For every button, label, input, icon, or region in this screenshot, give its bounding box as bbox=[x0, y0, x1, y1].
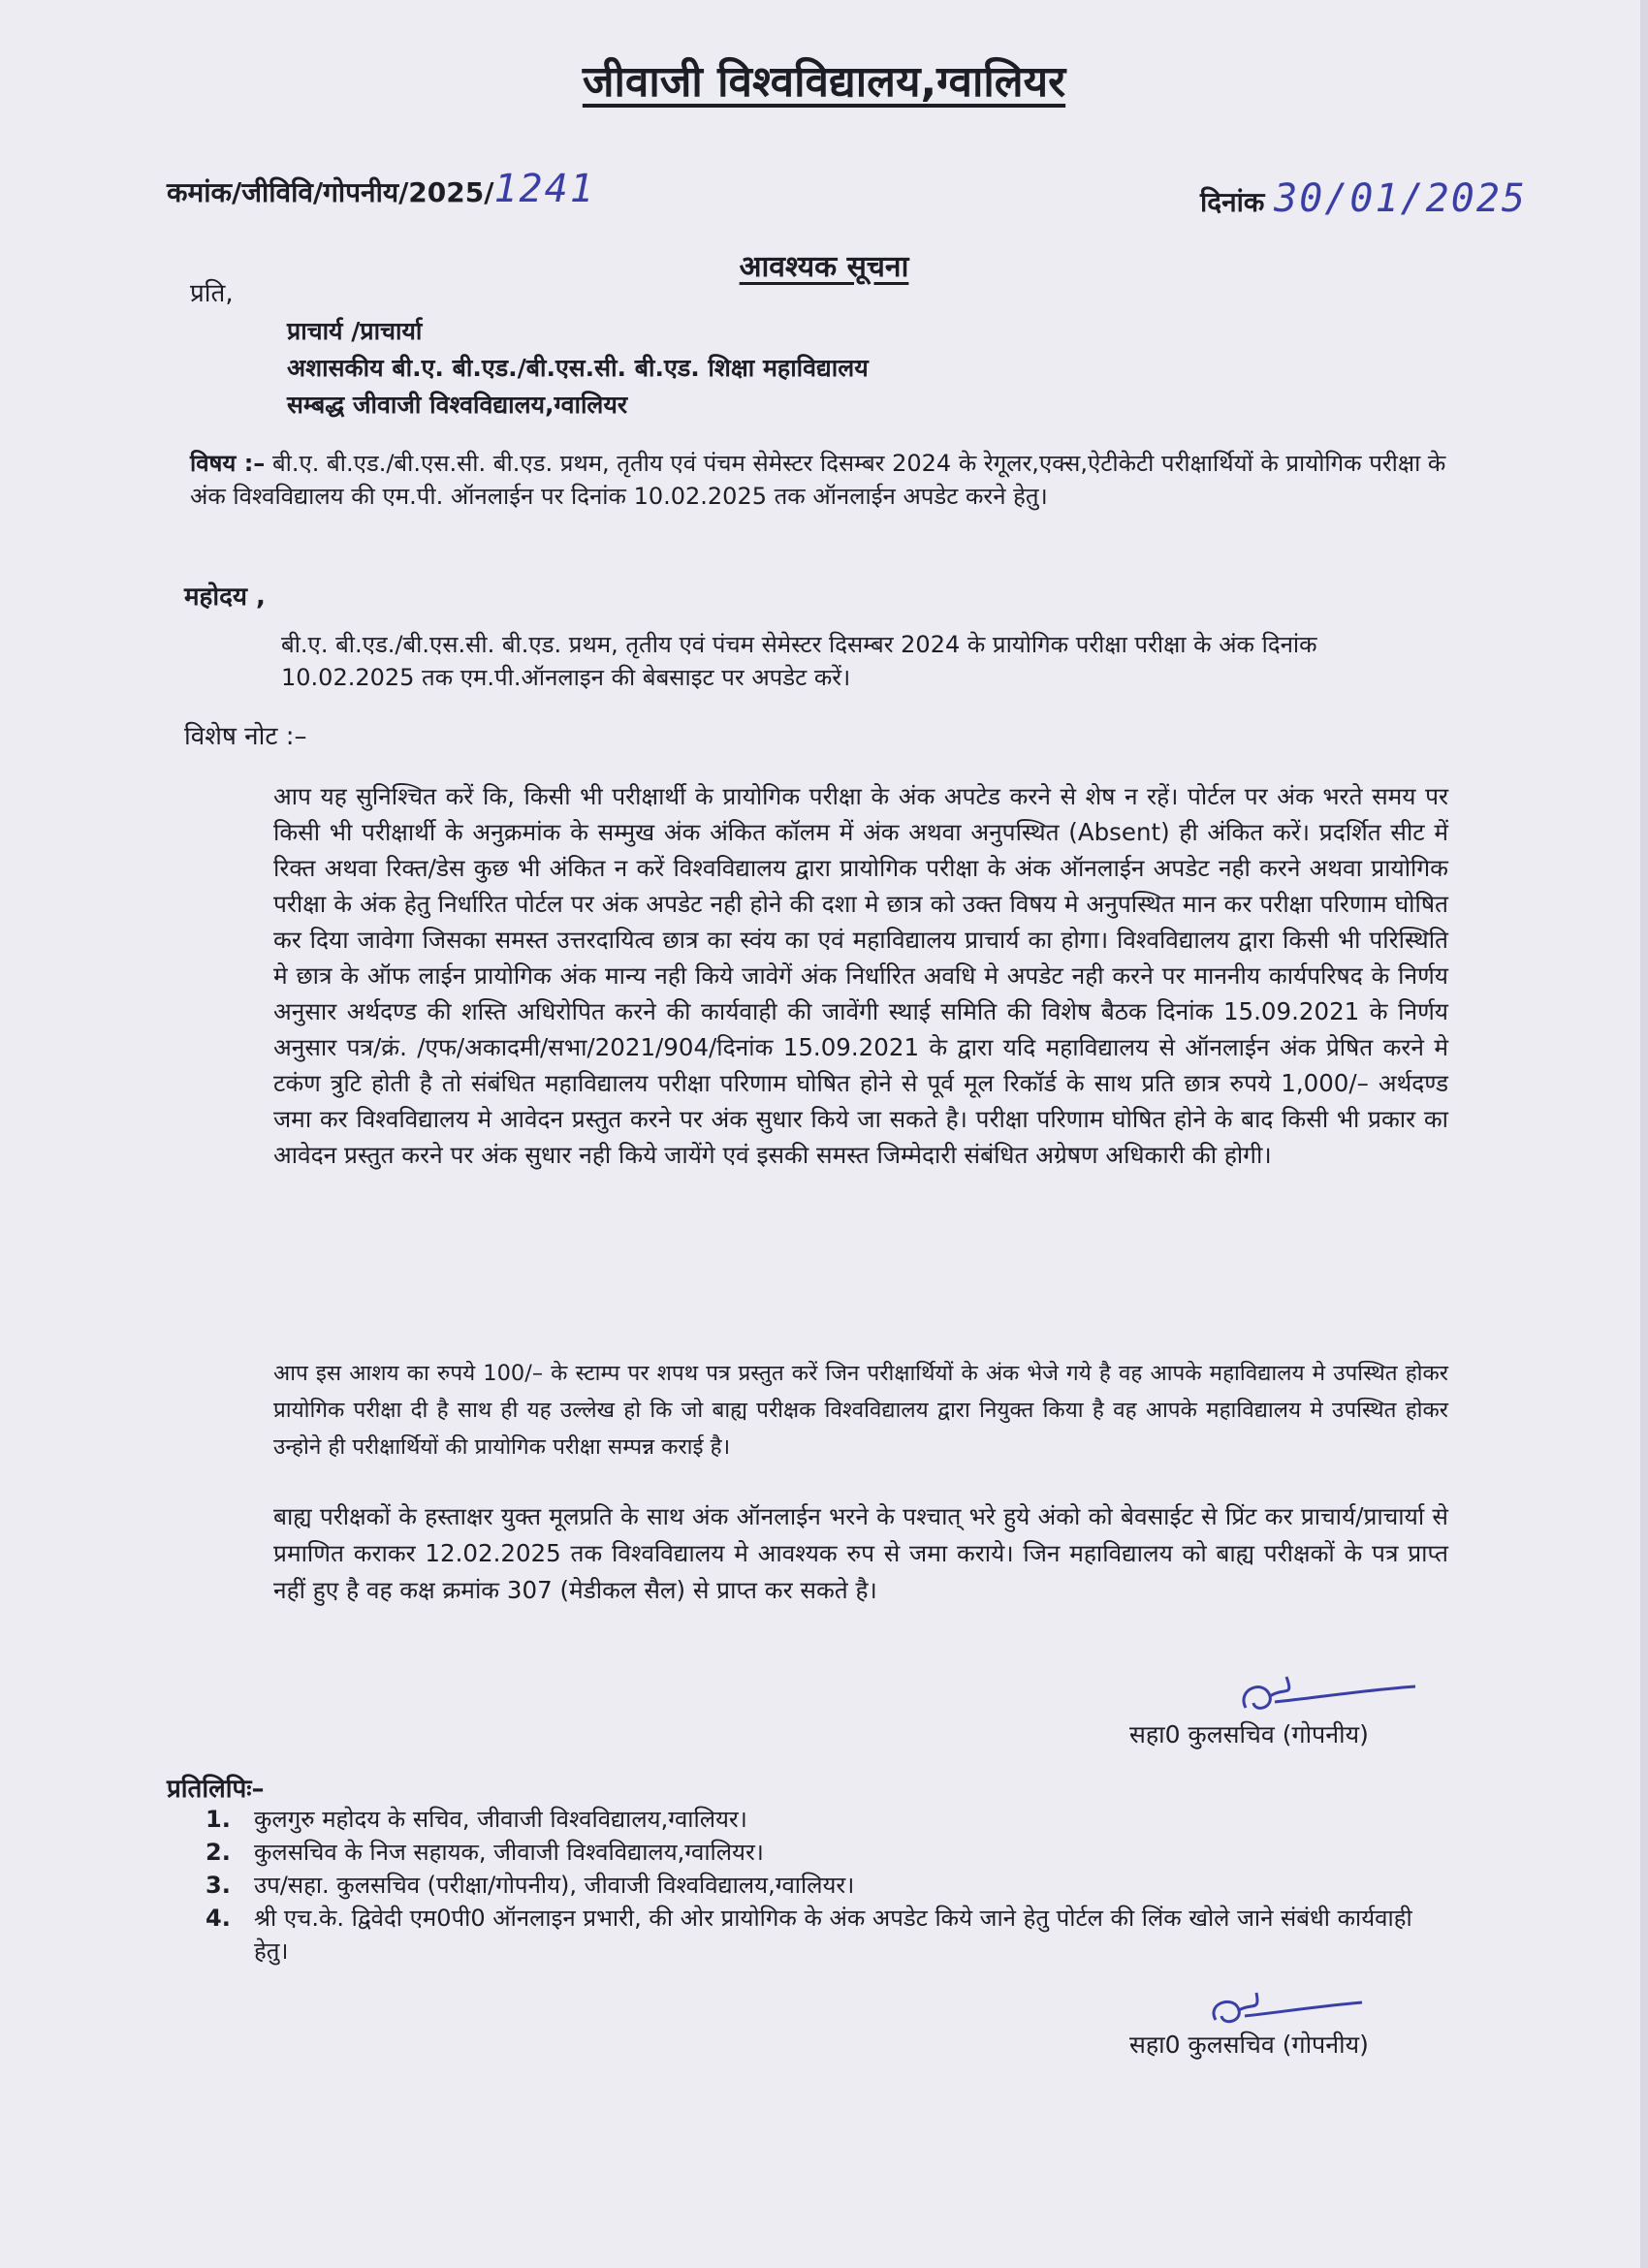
recipient-block bbox=[287, 313, 869, 424]
recipient-line: अशासकीय बी.ए. बी.एड./बी.एस.सी. बी.एड. शिक्षा महाविद्यालय bbox=[287, 354, 869, 382]
special-note-label: विशेष नोट :– bbox=[184, 722, 307, 751]
note-paragraph-2: आप इस आशय का रुपये 100/– के स्टाम्प पर शपथ पत्र प्रस्तुत करें जिन परीक्षार्थियों के अंक भेजे गये है वह आपके महाविद्यालय मे उपस्थित होकर प्रायोगिक परीक्षा दी है साथ ही यह उल्लेख हो कि जो बाह्य परीक्षक विश्वविद्यालय द्वारा नियुक्त किया है वह आपके महाविद्यालय मे उपस्थित होकर उन्होने ही परीक्षार्थियों की प्रायोगिक परीक्षा सम्पन्न कराई है। bbox=[273, 1361, 1448, 1460]
copy-to-list bbox=[206, 1803, 1446, 1968]
handwritten-reference-number: 1241 bbox=[493, 167, 595, 211]
note-paragraph-3: बाह्य परीक्षकों के हस्ताक्षर युक्त मूलप्रति के साथ अंक ऑनलाईन भरने के पश्चात् भरे हुये अंको को बेवसाईट से प्रिंट कर प्राचार्य/प्राचार्या से प्रमाणित कराकर 12.02.2025 तक विश्वविद्यालय मे आवश्यक रुप से जमा कराये। जिन महाविद्यालय को बाह्य परीक्षकों के पत्र प्राप्त नहीं हुए है वह कक्ष क्रमांक 307 (मेडीकल सैल) से प्राप्त कर सकते है। bbox=[273, 1502, 1448, 1604]
copy-to-label: प्रतिलिपिः– bbox=[167, 1775, 265, 1804]
reference-number bbox=[167, 167, 595, 211]
list-item: 4. श्री एच.के. द्विवेदी एम0पी0 ऑनलाइन प्रभारी, की ओर प्रायोगिक के अंक अपडेट किये जाने हेतु पोर्टल की लिंक खोले जाने संबंधी कार्यवाही हेतु। bbox=[206, 1905, 1412, 1965]
recipient-line: सम्बद्ध जीवाजी विश्वविद्यालय,ग्वालियर bbox=[287, 391, 628, 419]
scan-edge bbox=[1640, 0, 1648, 2268]
to-label: प्रति, bbox=[190, 279, 234, 308]
note-paragraph-1: आप यह सुनिश्चित करें कि, किसी भी परीक्षार्थी के प्रायोगिक परीक्षा के अंक अपटेड करने से शेष न रहें। पोर्टल पर अंक भरते समय पर किसी भी परीक्षार्थी के अनुक्रमांक के सम्मुख अंक अंकित कॉलम में अंक अथवा अनुपस्थित (Absent) ही अंकित करें। प्रदर्शित सीट में रिक्त अथवा रिक्त/डेस कुछ भी अंकित न करें विश्वविद्यालय द्वारा प्रायोगिक परीक्षा के अंक ऑनलाईन अपडेट नही करने अथवा प्रायोगिक परीक्षा के अंक हेतु निर्धारित पोर्टल पर अंक अपडेट नही होने की दशा मे छात्र को उक्त विषय मे अनुपस्थित मान कर परीक्षा परिणाम घोषित कर दिया जावेगा जिसका समस्त उत्तरदायित्व छात्र का स्वंय का एवं महाविद्यालय प्राचार्य का होगा। विश्वविद्यालय द्वारा किसी भी परिस्थिति मे छात्र के ऑफ लाईन प्रायोगिक अंक मान्य नही किये जावेगें अंक निर्धारित अवधि मे अपडेट नही करने पर माननीय कार्यपरिषद के निर्णय अनुसार अर्थदण्ड की शस्ति अधिरोपित करने की कार्यवाही की जावेंगी स्थाई समिति की विशेष बैठक दिनांक 15.09.2021 के निर्णय अनुसार पत्र/क्रं. /एफ/अकादमी/सभा/2021/904/दिनांक 15.09.2021 के द्वारा यदि महाविद्यालय से ऑनलाईन अंक प्रेषित करने मे टकंण त्रुटि होती है तो संबंधित महाविद्यालय परीक्षा परिणाम घोषित होने से पूर्व मूल रिकॉर्ड के साथ प्रति छात्र रुपये 1,000/– अर्थदण्ड जमा कर विश्वविद्यालय मे आवेदन प्रस्तुत करने पर अंक सुधार किये जा सकते है। परीक्षा परिणाम घोषित होने के बाद किसी भी प्रकार का आवेदन प्रस्तुत करने पर अंक सुधार नही किये जायेंगे एवं इसकी समस्त जिम्मेदारी संबंधित अग्रेषण अधिकारी की होगी। bbox=[273, 782, 1448, 1169]
handwritten-date: 30/01/2025 bbox=[1274, 176, 1527, 221]
date-line bbox=[1200, 176, 1527, 221]
list-item: 1. कुलगुरु महोदय के सचिव, जीवाजी विश्वविद्यालय,ग्वालियर। bbox=[206, 1806, 747, 1833]
recipient-line: प्राचार्य /प्राचार्या bbox=[287, 317, 423, 345]
list-item: 2. कुलसचिव के निज सहायक, जीवाजी विश्वविद्यालय,ग्वालियर। bbox=[206, 1839, 764, 1866]
reference-prefix: कमांक/जीविवि/गोपनीय/2025/ bbox=[167, 176, 494, 208]
body-text: बी.ए. बी.एड./बी.एस.सी. बी.एड. प्रथम, तृतीय एवं पंचम सेमेस्टर दिसम्बर 2024 के प्रायोगिक परीक्षा परीक्षा के अंक दिनांक 10.02.2025 तक एम.पी.ऑनलाइन की बेबसाइट पर अपडेट करें। bbox=[281, 631, 1317, 691]
signatory-title: सहा0 कुलसचिव (गोपनीय) bbox=[1129, 1720, 1369, 1748]
date-label: दिनांक bbox=[1200, 186, 1265, 218]
notice-heading: आवश्यक सूचना bbox=[739, 250, 909, 284]
subject-text: बी.ए. बी.एड./बी.एस.सी. बी.एड. प्रथम, तृतीय एवं पंचम सेमेस्टर दिसम्बर 2024 के रेगूलर,एक्स,ऐटीकेटी परीक्षार्थियों के प्रायोगिक परीक्षा के अंक विश्वविद्यालय की एम.पी. ऑनलाईन पर दिनांक 10.02.2025 तक ऑनलाईन अपडेट करने हेतु। bbox=[190, 450, 1446, 510]
subject-label: विषय :– bbox=[190, 450, 266, 477]
university-title: जीवाजी विश्वविद्यालय,ग्वालियर bbox=[582, 57, 1066, 107]
signatory-title: सहा0 कुलसचिव (गोपनीय) bbox=[1129, 2031, 1369, 2059]
subject-block bbox=[190, 447, 1460, 513]
salutation: महोदय , bbox=[184, 583, 266, 612]
list-item: 3. उप/सहा. कुलसचिव (परीक्षा/गोपनीय), जीवाजी विश्वविद्यालय,ग्वालियर। bbox=[206, 1872, 855, 1899]
